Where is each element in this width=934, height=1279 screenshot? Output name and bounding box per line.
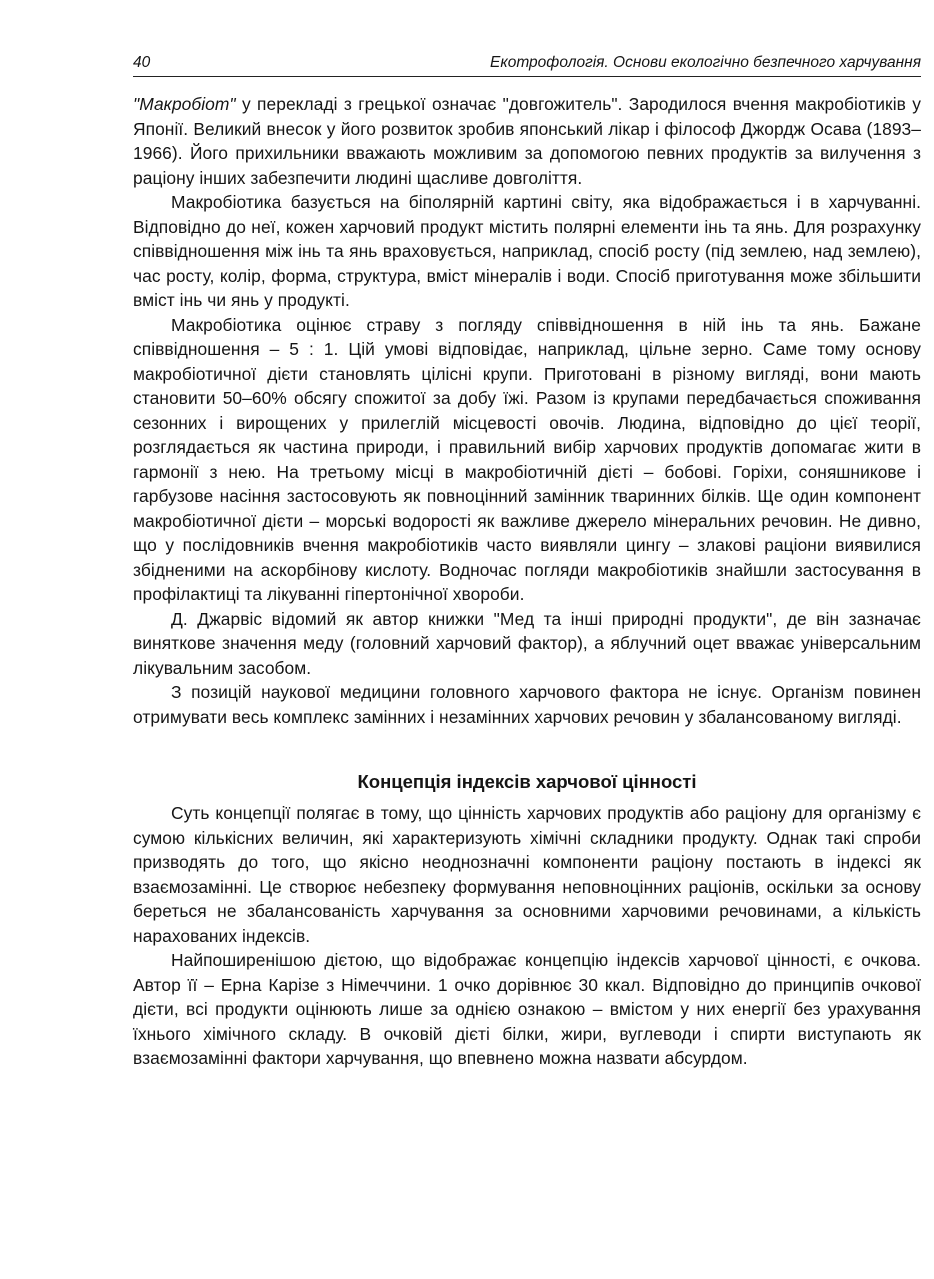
- section-heading: Концепція індексів харчової цінності: [357, 771, 697, 792]
- paragraph-jarvis: Д. Джарвіс відомий як автор книжки "Мед та інші природні продукти", де він зазначає виняткове значення меду (головний харчовий фактор), а яблучний оцет вважає універсальним лікувальним засобом.: [133, 608, 921, 678]
- paragraph-macrobiot-definition: [133, 92, 921, 190]
- paragraph-scientific-medicine: З позицій наукової медицини головного харчового фактора не існує. Організм повинен отримувати весь комплекс замінних і незамінних харчових речовин у збалансованому вигляді.: [133, 682, 921, 727]
- paragraph-yin-yang-ratio: Макробіотика оцінює страву з погляду співвідношення в ній інь та янь. Бажане співвідношення – 5 : 1. Цій умові відповідає, наприклад, цільне зерно. Саме тому основу макробіотичної дієти становлять цілісні крупи. Приготовані в різному вигляді, вони мають становити 50–60% обсягу спожитої за добу їжі. Разом із крупами передбачається споживання сезонних і вирощених у прилеглій місцевості овочів. Людина, відповідно до цієї теорії, розглядається як частина природи, і правильний вибір харчових продуктів допомагає жити в гармонії з нею. На третьому місці в макробіотичній дієті – бобові. Горіхи, соняшникове і гарбузове насіння застосовують як повноцінний замінник тваринних білків. Ще один компонент макробіотичної дієти – морські водорості як важливе джерело мінеральних речовин. Не дивно, що у послідовників вчення макробіотиків часто виявляли цингу – злакові раціони виявилися збідненими на аскорбінову кислоту. Водночас погляди макробіотиків знайшли застосування в профілактиці та лікуванні гіпертонічної хвороби.: [133, 314, 921, 604]
- term-macrobiot: "Макробіот": [133, 94, 236, 114]
- paragraph-concept-essence: Суть концепції полягає в тому, що цінність харчових продуктів або раціону для організму є сумою кількісних величин, які характеризують хімічні складники продукту. Однак такі спроби призводять до того, що якісно неоднозначні компоненти раціону постають в індексі як взаємозамінні. Це створює небезпеку формування неповноцінних раціонів, оскільки за основу береться не збалансованість харчування за основними харчовими речовинами, а кількість нарахованих індексів.: [133, 803, 921, 946]
- paragraph-points-diet: Найпоширенішою дієтою, що відображає концепцію індексів харчової цінності, є очкова. Автор її – Ерна Карізе з Німеччини. 1 очко дорівнює 30 ккал. Відповідно до принципів очкової дієти, всі продукти оцінюють лише за однією ознакою – вмістом у них енергії без урахування їхнього хімічного складу. В очковій дієті білки, жири, вуглеводи і спирти виступають як взаємозамінні фактори харчування, що впевнено можна назвати абсурдом.: [133, 950, 921, 1068]
- running-title: Екотрофологія. Основи екологічно безпечного харчування: [490, 54, 921, 71]
- page-number: 40: [133, 54, 151, 71]
- paragraph-bipolar-worldview: Макробіотика базується на біполярній картині світу, яка відображається і в харчуванні. Відповідно до неї, кожен харчовий продукт містить полярні елементи інь та янь. Для розрахунку співвідношення між інь та янь враховується, наприклад, спосіб росту (під землею, над землею), час росту, колір, форма, структура, вміст мінералів і води. Спосіб приготування може збільшити вміст інь чи янь у продукті.: [133, 192, 921, 310]
- body-text: [133, 92, 921, 1071]
- paragraph-text: у перекладі з грецької означає "довгожитель". Зародилося вчення макробіотиків у Японії. Великий внесок у його розвиток зробив японський лікар і філософ Джордж Осава (1893–1966). Його прихильники вважають можливим за допомогою певних продуктів за вилучення з раціону інших забезпечити людині щасливе довголіття.: [133, 94, 921, 188]
- running-head: [133, 50, 921, 77]
- book-page: [133, 50, 921, 1071]
